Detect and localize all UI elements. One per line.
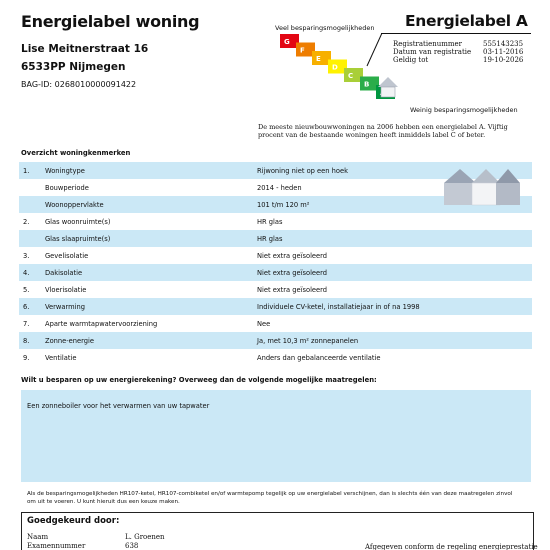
row-number: 5. <box>23 285 30 294</box>
label-note: De meeste nieuwbouwwoningen na 2006 hebben een energielabel A. Vijftig procent van de bestaande woningen heeft inmiddels label C of beter. <box>258 123 508 139</box>
table-row <box>19 281 532 298</box>
table-row <box>19 349 532 366</box>
table-row <box>19 298 532 315</box>
bag-id: BAG-ID: 0268010000091422 <box>21 80 137 89</box>
table-row <box>19 230 532 247</box>
row-label: Verwarming <box>45 302 85 311</box>
scale-class-letter: G <box>284 38 290 46</box>
scale-class-letter: C <box>348 72 354 80</box>
table-row <box>19 213 532 230</box>
row-value: Rijwoning niet op een hoek <box>257 166 348 175</box>
row-label: Woningtype <box>45 166 85 175</box>
row-number: 6. <box>23 302 30 311</box>
row-value: Ja, met 10,3 m² zonnepanelen <box>257 336 359 345</box>
row-label: Woonoppervlakte <box>45 200 104 209</box>
table-row <box>19 247 532 264</box>
row-value: Niet extra geïsoleerd <box>257 285 328 294</box>
row-number: 4. <box>23 268 30 277</box>
scale-top-caption: Veel besparingsmogelijkheden <box>275 24 375 32</box>
issued-statement: Afgegeven conform de regeling energieprestatie <box>365 543 538 550</box>
approval-title: Goedgekeurd door: <box>27 516 120 526</box>
registration-date: Datum van registratie 03-11-2016 <box>393 48 524 56</box>
row-number: 7. <box>23 319 30 328</box>
row-value: HR glas <box>257 217 283 226</box>
row-value: HR glas <box>257 234 283 243</box>
overview-title: Overzicht woningkenmerken <box>21 149 131 157</box>
scale-class-letter: D <box>332 63 338 72</box>
row-number: 1. <box>23 166 30 175</box>
table-row <box>19 264 532 281</box>
row-label: Glas slaapruimte(s) <box>45 234 111 243</box>
row-value: 101 t/m 120 m² <box>257 200 310 209</box>
scale-class-letter: F <box>300 46 305 55</box>
row-value: Anders dan gebalanceerde ventilatie <box>257 353 381 362</box>
table-row <box>19 332 532 349</box>
row-number: 3. <box>23 251 30 260</box>
row-number: 9. <box>23 353 30 362</box>
row-label: Zonne-energie <box>45 336 94 345</box>
page-title: Energielabel woning <box>21 12 200 31</box>
measure-item: Een zonneboiler voor het verwarmen van uw tapwater <box>27 402 210 410</box>
address-city: 6533PP Nijmegen <box>21 61 126 73</box>
label-divider <box>381 33 531 34</box>
registration-number: Registratienummer 555143235 <box>393 40 524 48</box>
scale-class-letter: B <box>364 80 370 89</box>
row-number: 8. <box>23 336 30 345</box>
row-value: Niet extra geïsoleerd <box>257 251 328 260</box>
row-label: Aparte warmtapwatervoorziening <box>45 319 158 328</box>
table-row <box>19 315 532 332</box>
scale-bottom-caption: Weinig besparingsmogelijkheden <box>410 106 518 114</box>
row-number: 2. <box>23 217 30 226</box>
address-street: Lise Meitnerstraat 16 <box>21 43 149 55</box>
row-label: Ventilatie <box>45 353 77 362</box>
label-pointer-line <box>365 33 385 68</box>
approver-name: L. Groenen <box>125 533 165 541</box>
footnote: Als de besparingsmogelijkheden HR107-ketel, HR107-combiketel en/of warmtepomp tegelijk op uw energielabel verschijnen, dan is slechts één van deze maatregelen zinvol om uit te voeren. U kunt hieruit dus een keuze maken. <box>27 491 513 505</box>
approver-name-label: Naam <box>27 533 49 541</box>
exam-number-label: Examennummer <box>27 542 86 550</box>
valid-until: Geldig tot 19-10-2026 <box>393 56 524 64</box>
savings-question: Wilt u besparen op uw energierekening? Overweeg dan de volgende mogelijke maatregelen: <box>21 376 377 384</box>
row-label: Glas woonruimte(s) <box>45 217 111 226</box>
row-value: Individuele CV-ketel, installatiejaar in of na 1998 <box>257 302 420 311</box>
energy-label-title: Energielabel A <box>405 12 528 30</box>
row-label: Bouwperiode <box>45 183 89 192</box>
exam-number: 638 <box>125 542 139 550</box>
house-marker-icon <box>378 77 398 97</box>
row-label: Gevelisolatie <box>45 251 89 260</box>
row-value: Nee <box>257 319 271 328</box>
row-label: Dakisolatie <box>45 268 83 277</box>
row-value: 2014 - heden <box>257 183 302 192</box>
row-value: Niet extra geïsoleerd <box>257 268 328 277</box>
scale-class-letter: E <box>316 55 321 63</box>
houses-illustration <box>442 165 522 207</box>
row-label: Vloerisolatie <box>45 285 87 294</box>
